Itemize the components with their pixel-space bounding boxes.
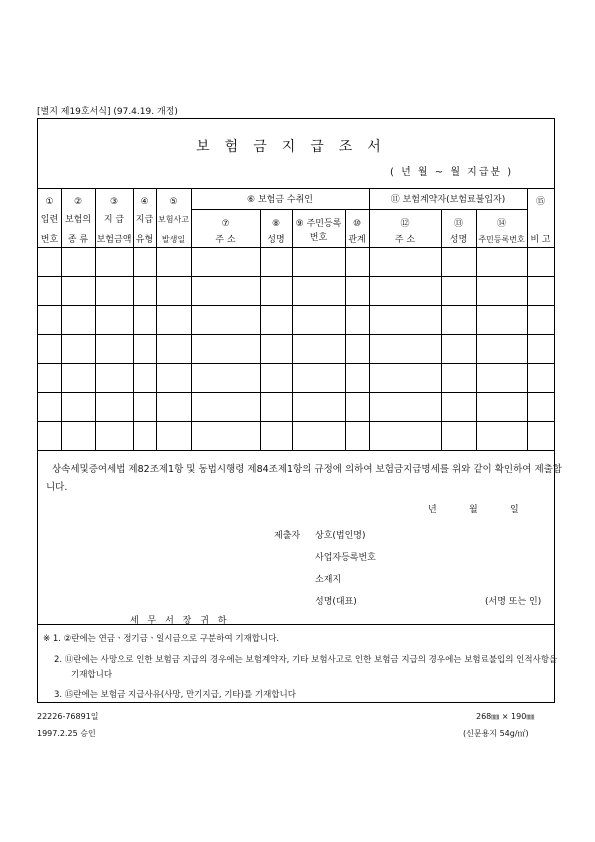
footer-paper: (신문용지 54g/㎡)	[463, 729, 529, 738]
date-month: 월	[469, 505, 478, 515]
col3-number: ③	[109, 197, 119, 207]
col2-label-a: 보험의	[64, 215, 92, 225]
col1-number: ①	[45, 197, 54, 207]
col8-label: 성명	[267, 235, 285, 245]
field-business-reg-no: 사업자등록번호	[315, 553, 376, 563]
col15-number: ⑮	[535, 197, 545, 207]
field-address: 소재지	[315, 575, 342, 585]
col13-number: ⑬	[453, 219, 463, 229]
date-day: 일	[510, 505, 519, 515]
col7-label: 주 소	[215, 235, 236, 245]
col14-label: 주민등록번호	[478, 235, 525, 244]
col5-number: ⑤	[169, 197, 178, 207]
col1-label-b: 번호	[40, 235, 59, 245]
col4-label-a: 지급	[135, 215, 154, 225]
recipient-group-header: ⑥ 보험금 수취인	[247, 195, 313, 205]
col4-label-b: 유형	[135, 235, 154, 245]
title-divider	[38, 188, 554, 189]
table-bottom	[38, 450, 554, 451]
footer-size: 268㎜ × 190㎜	[476, 712, 535, 721]
col2-label-b: 종 류	[67, 235, 89, 245]
footer-approval-date: 1997.2.25 승인	[37, 729, 96, 738]
field-company-name: 상호(법인명)	[315, 531, 366, 541]
recipient-line: 세 무 서 장 귀 하	[130, 616, 230, 626]
col4-number: ④	[140, 197, 149, 207]
col7-number: ⑦	[221, 219, 230, 229]
col3-label-b: 보험금액	[96, 235, 132, 245]
col12-label: 주 소	[394, 235, 416, 245]
notes-divider	[38, 624, 554, 625]
note-1: ※ 1. ②란에는 연금ㆍ정기금ㆍ일시금으로 구분하여 기재합니다.	[43, 634, 280, 644]
policyholder-group-header: ⑪ 보험계약자(보험료불입자)	[390, 195, 506, 205]
field-representative: 성명(대표)	[315, 597, 357, 607]
footer-form-number: 22226-76891일	[37, 712, 99, 721]
declaration-line-2: 니다.	[46, 482, 68, 493]
page-title: 보험금지급조서	[196, 139, 396, 155]
signature-label: (서명 또는 인)	[485, 597, 542, 607]
col2-number: ②	[73, 197, 83, 207]
col3-label-a: 지 급	[103, 215, 125, 225]
note-2-cont: 기재합니다	[71, 670, 113, 680]
col10-label: 관계	[348, 235, 366, 245]
declaration-line-1: 상속세및증여세법 제82조제1항 및 동법시행령 제84조제1항의 규정에 의하여 보험금지급명세를 위와 같이 확인하여 제출합	[52, 464, 562, 475]
col12-number: ⑫	[400, 219, 410, 229]
col15-label: 비 고	[530, 235, 551, 245]
date-year: 년	[428, 505, 437, 515]
col14-number: ⑭	[496, 219, 506, 229]
note-3: 3. ⑮란에는 보험금 지급사유(사망, 만기지급, 기타)를 기재합니다	[54, 690, 296, 700]
col8-number: ⑧	[271, 219, 281, 229]
col5-label-a: 보험사고	[158, 215, 189, 224]
note-2: 2. ⑪란에는 사망으로 인한 보험금 지급의 경우에는 보험계약자, 기타 보험사고로 인한 보험금 지급의 경우에는 보험료불입의 인적사항을	[54, 655, 558, 665]
period: ( 년 월 ~ 월 지급분 )	[390, 167, 514, 178]
col13-label: 성명	[449, 235, 468, 245]
form-header: [별지 제19호서식] (97.4.19. 개정)	[37, 107, 178, 117]
col5-label-b: 발생일	[161, 235, 186, 244]
insurance-payment-form	[37, 118, 562, 703]
col9-label-b: 번호	[309, 233, 328, 243]
col10-number: ⑩	[352, 219, 362, 229]
col1-label-a: 입련	[40, 215, 59, 225]
submitter-label: 제출자	[274, 531, 301, 541]
col9-label-a: ⑨ 주민등록	[295, 219, 342, 229]
